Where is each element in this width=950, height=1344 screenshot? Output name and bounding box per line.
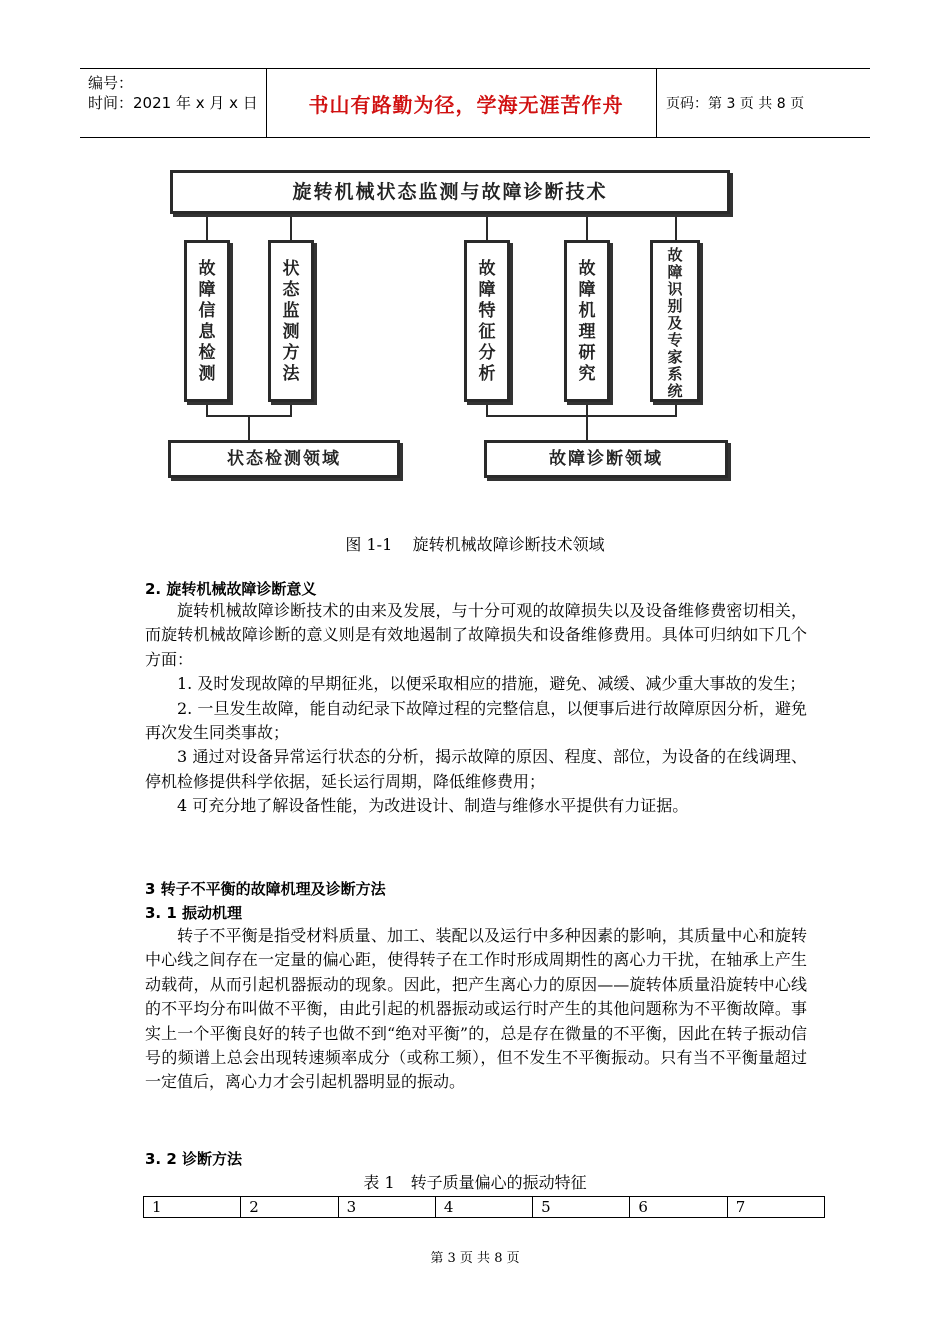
diagram-column-box: 状 态 监 测 方 法: [268, 240, 314, 402]
diagram-bottom-right-box: 故障诊断领域: [484, 440, 728, 478]
connector-line: [586, 214, 588, 240]
paragraph: 4 可充分地了解设备性能，为改进设计、制造与维修水平提供有力证据。: [177, 796, 689, 816]
connector-line: [206, 402, 208, 416]
subsection-heading: 3. 2 诊断方法: [145, 1150, 243, 1168]
table-cell: 7: [727, 1197, 824, 1218]
connector-line: [675, 402, 677, 416]
section-heading: 2. 旋转机械故障诊断意义: [145, 580, 317, 598]
header-motto: 书山有路勤为径，学海无涯苦作舟: [308, 93, 624, 117]
figure-caption: [0, 532, 950, 555]
connector-line: [290, 402, 292, 416]
document-date-label: 时间：2021 年 x 月 x 日: [88, 94, 258, 112]
section-body: [145, 924, 807, 1095]
paragraph: 转子不平衡是指受材料质量、加工、装配以及运行中多种因素的影响，其质量中心和旋转中心线之间存在一定量的偏心距，使得转子在工作时形成周期性的离心力干扰，在轴承上产生动载荷，从而引起机器振动的现象。因此，把产生离心力的原因——旋转体质量沿旋转中心线的不平均分布叫做不平衡，由此引起的机器振动或运行时产生的其他问题称为不平衡故障。事实上一个平衡良好的转子也做不到“绝对平衡”的，总是存在微量的不平衡，因此在转子振动信号的频谱上总会出现转速频率成分（或称工频），但不发生不平衡振动。只有当不平衡量超过一定值后，离心力才会引起机器明显的振动。: [145, 926, 807, 1092]
section-heading: 3 转子不平衡的故障机理及诊断方法: [145, 880, 386, 898]
header-divider: [656, 69, 657, 137]
diagram-bottom-left-box: 状态检测领域: [168, 440, 400, 478]
connector-line: [675, 214, 677, 240]
paragraph: 2. 一旦发生故障，能自动纪录下故障过程的完整信息，以便事后进行故障原因分析，避免再次发生同类事故；: [145, 698, 807, 743]
header-page-label: 页码：第 3 页 共 8 页: [666, 96, 805, 112]
page-header: [80, 68, 870, 138]
connector-line: [248, 415, 250, 440]
table-cell: 4: [435, 1197, 532, 1218]
diagram-column-box: 故 障 机 理 研 究: [564, 240, 610, 402]
paragraph: 3 通过对设备异常运行状态的分析，揭示故障的原因、程度、部位，为设备的在线调理、停机检修提供科学依据，延长运行周期，降低维修费用；: [145, 747, 807, 791]
table-caption: 表 1 转子质量偏心的振动特征: [363, 1173, 587, 1192]
document-number-label: 编号：: [88, 74, 134, 92]
table-cell: 5: [533, 1197, 630, 1218]
header-divider: [266, 69, 267, 137]
connector-line: [586, 402, 588, 416]
page-footer: 第 3 页 共 8 页: [430, 1251, 520, 1266]
connector-line: [486, 415, 677, 417]
header-meta: [88, 73, 258, 113]
paragraph: 旋转机械故障诊断技术的由来及发展，与十分可观的故障损失以及设备维修费密切相关，而旋转机械故障诊断的意义则是有效地遏制了故障损失和设备维修费用。具体可归纳如下几个方面：: [145, 601, 807, 669]
connector-line: [486, 402, 488, 416]
vibration-table: [143, 1196, 825, 1218]
diagram-column-box: 故 障 信 息 检 测: [184, 240, 230, 402]
diagram-top-box: 旋转机械状态监测与故障诊断技术: [170, 170, 730, 214]
section-body: [145, 599, 807, 819]
table-row: [144, 1197, 825, 1218]
paragraph: 1. 及时发现故障的早期征兆，以便采取相应的措施，避免、减缓、减少重大事故的发生；: [177, 674, 806, 694]
connector-line: [290, 214, 292, 240]
fault-diagnosis-diagram: [150, 158, 750, 498]
connector-line: [206, 214, 208, 240]
connector-line: [486, 214, 488, 240]
table-cell: 6: [630, 1197, 727, 1218]
table-cell: 2: [241, 1197, 338, 1218]
figure-caption-text: 旋转机械故障诊断技术领域: [412, 535, 605, 554]
table-cell: 3: [338, 1197, 435, 1218]
subsection-heading: 3. 1 振动机理: [145, 904, 243, 922]
connector-line: [586, 415, 588, 440]
diagram-column-box: 故 障 特 征 分 析: [464, 240, 510, 402]
diagram-column-box: 故 障 识 别 及 专 家 系 统: [650, 240, 700, 402]
table-cell: 1: [144, 1197, 241, 1218]
figure-caption-number: 图 1-1: [345, 535, 393, 554]
